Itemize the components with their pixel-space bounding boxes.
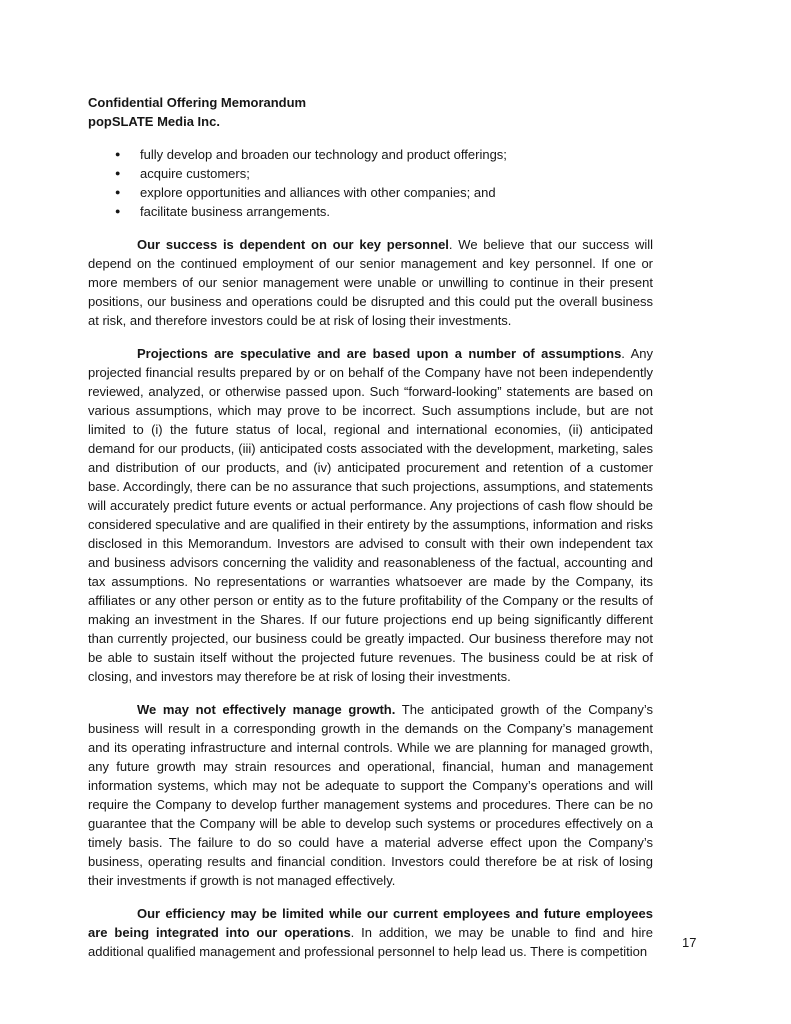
paragraph-lead: We may not effectively manage growth. — [137, 702, 396, 717]
paragraph-body: . In addition, we may be unable to find and hire additional qualified management and professional personnel to help lead us. There is competition — [88, 925, 653, 959]
page-number: 17 — [682, 935, 697, 950]
bullet-icon: ● — [115, 206, 121, 216]
paragraph-efficiency — [88, 904, 653, 961]
header-company-name: popSLATE Media Inc. — [88, 114, 220, 129]
bullet-icon: ● — [115, 187, 121, 197]
list-item-text: facilitate business arrangements. — [140, 204, 331, 219]
paragraph-lead: Our success is dependent on our key personnel — [137, 237, 449, 252]
paragraph-body: . We believe that our success will depend on the continued employment of our senior management and key personnel. If one or more members of our senior management were unable or unwilling to continue in their present positions, our business and operations could be disrupted and this could put the overall business at risk, and therefore investors could be at risk of losing their investments. — [88, 237, 654, 328]
list-item — [88, 145, 653, 164]
paragraph-body: The anticipated growth of the Company’s business will result in a corresponding growth in the demands on the Company’s management and its operating infrastructure and internal controls. While we are planning for managed growth, any future growth may strain resources and operational, financial, human and management information systems, which may not be adequate to support the Company’s operations and will require the Company to develop further management systems and procedures. There can be no guarantee that the Company will be able to develop such systems or procedures effectively on a timely basis. The failure to do so could have a material adverse effect upon the Company’s business, operating results and financial condition. Investors could therefore be at risk of losing their investments if growth is not managed effectively. — [88, 702, 653, 888]
bullet-list — [88, 145, 653, 221]
list-item-text: fully develop and broaden our technology and product offerings; — [140, 147, 507, 162]
paragraph-manage-growth — [88, 700, 653, 890]
paragraph-projections — [88, 344, 653, 686]
list-item — [88, 202, 653, 221]
list-item — [88, 183, 653, 202]
list-item-text: acquire customers; — [140, 166, 250, 181]
document-header — [88, 93, 653, 131]
paragraph-lead: Our efficiency may be limited while our current employees and future employees are being integrated into our operations — [88, 906, 653, 940]
paragraph-lead: Projections are speculative and are based upon a number of assumptions — [137, 346, 622, 361]
header-memorandum-title: Confidential Offering Memorandum — [88, 95, 307, 110]
paragraph-key-personnel — [88, 235, 653, 330]
paragraph-body: . Any projected financial results prepared by or on behalf of the Company have not been independently reviewed, analyzed, or otherwise passed upon. Such “forward-looking” statements are based on various assumptions, which may prove to be incorrect. Such assumptions include, but are not limited to (i) the future status of local, regional and international economies, (ii) anticipated demand for our products, (iii) anticipated costs associated with the development, marketing, sales and distribution of our products, and (iv) anticipated procurement and retention of a customer base. Accordingly, there can be no assurance that such projections, assumptions, and statements will accurately predict future events or actual performance. Any projections of cash flow should be considered speculative and are qualified in their entirety by the assumptions, information and risks disclosed in this Memorandum. Investors are advised to consult with their own independent tax and business advisors concerning the validity and reasonableness of the factual, accounting and tax assumptions. No representations or warranties whatsoever are made by the Company, its affiliates or any other person or entity as to the future profitability of the Company or the results of making an investment in the Shares. If our future projections end up being significantly different than currently projected, our business could be greatly impacted. Our business therefore may not be able to sustain itself without the projected future revenues. The business could be at risk of closing, and investors may therefore be at risk of losing their investments. — [88, 346, 653, 684]
page-content — [88, 93, 653, 961]
bullet-icon: ● — [115, 149, 121, 159]
list-item — [88, 164, 653, 183]
bullet-icon: ● — [115, 168, 121, 178]
list-item-text: explore opportunities and alliances with other companies; and — [140, 185, 496, 200]
